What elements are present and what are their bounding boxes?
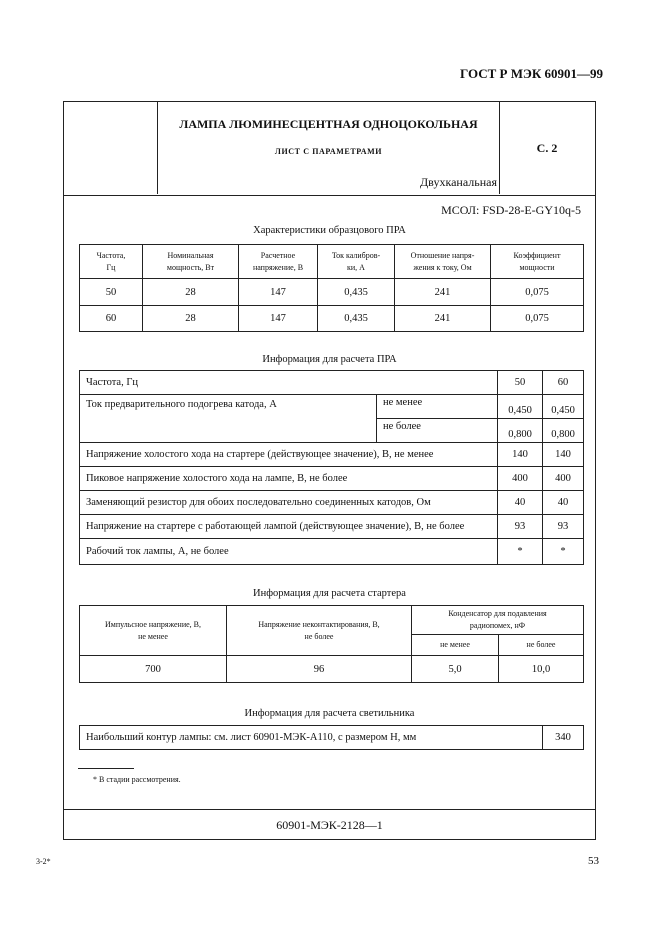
luminaire-table — [79, 725, 584, 750]
header-cell: Ток калибров- ки, А — [318, 245, 395, 279]
table-cell: 60 — [80, 306, 143, 332]
table-cell: 28 — [143, 306, 239, 332]
footer-line — [63, 809, 596, 810]
page-reference: С. 2 — [536, 141, 558, 155]
sheet-variant: Двухканальная — [420, 175, 497, 189]
table-row — [80, 395, 584, 419]
mcol-code: МСОЛ: FSD-28-E-GY10q-5 — [441, 203, 581, 217]
table-cell: 96 — [227, 656, 412, 683]
ballast-section-title: Характеристики образцового ПРА — [253, 225, 406, 236]
luminaire-section-title: Информация для расчета светильника — [244, 708, 415, 719]
table-cell: 140 — [543, 443, 584, 467]
row-label: Наибольший контур лампы: см. лист 60901-МЭК-А110, с размером H, мм — [80, 726, 543, 750]
header-cell: не менее — [412, 635, 499, 656]
header-cell: не более — [499, 635, 584, 656]
table-cell: 0,075 — [491, 279, 584, 306]
table-cell: 93 — [498, 515, 543, 539]
row-label: Напряжение на стартере с работающей лампой (действующее значение), В, не более — [80, 515, 498, 539]
table-cell: 140 — [498, 443, 543, 467]
table-cell: 700 — [80, 656, 227, 683]
table-cell: 340 — [543, 726, 584, 750]
header-cell: Коэффициент мощности — [491, 245, 584, 279]
header-cell: Отношение напря- жения к току, Ом — [395, 245, 491, 279]
sheet-title: ЛАМПА ЛЮМИНЕСЦЕНТНАЯ ОДНОЦОКОЛЬНАЯ — [179, 117, 478, 131]
header-cell: Частота, Гц — [80, 245, 143, 279]
document-code: ГОСТ Р МЭК 60901—99 — [460, 66, 603, 81]
table-cell: 5,0 — [412, 656, 499, 683]
table-cell: 0,450 — [498, 395, 543, 419]
starter-table — [79, 605, 584, 683]
table-row — [80, 467, 584, 491]
page-mark: 3-2* — [36, 857, 51, 866]
table-cell: 40 — [498, 491, 543, 515]
table-cell: 10,0 — [499, 656, 584, 683]
row-sublabel: не менее — [377, 395, 498, 419]
table-cell: 0,075 — [491, 306, 584, 332]
header-bottom-line — [63, 195, 596, 196]
table-row — [80, 656, 584, 683]
table-cell: 400 — [543, 467, 584, 491]
table-row — [80, 443, 584, 467]
table-cell: 60 — [543, 371, 584, 395]
header-cell: Конденсатор для подавления радиопомех, нФ — [412, 606, 584, 635]
row-label: Ток предварительного подогрева катода, А — [80, 395, 377, 443]
table-cell: 0,800 — [543, 419, 584, 443]
page-number: 53 — [588, 855, 599, 867]
table-cell: 147 — [239, 306, 318, 332]
footer-sheet-code: 60901-МЭК-2128—1 — [276, 818, 383, 832]
table-row — [80, 371, 584, 395]
sheet-subtitle: ЛИСТ С ПАРАМЕТРАМИ — [274, 147, 383, 156]
table-header-row — [80, 245, 584, 279]
table-row — [80, 491, 584, 515]
table-row — [80, 726, 584, 750]
table-header-row — [80, 606, 584, 635]
table-cell: 241 — [395, 279, 491, 306]
table-cell: * — [498, 539, 543, 565]
row-label: Рабочий ток лампы, А, не более — [80, 539, 498, 565]
row-label: Напряжение холостого хода на стартере (действующее значение), В, не менее — [80, 443, 498, 467]
table-cell: 50 — [80, 279, 143, 306]
footnote-rule — [78, 768, 134, 769]
header-cell: Номинальная мощность, Вт — [143, 245, 239, 279]
table-cell: 147 — [239, 279, 318, 306]
row-sublabel: не более — [377, 419, 498, 443]
table-cell: 0,450 — [543, 395, 584, 419]
table-cell: 241 — [395, 306, 491, 332]
table-cell: 0,800 — [498, 419, 543, 443]
starter-section-title: Информация для расчета стартера — [253, 588, 406, 599]
header-cell: Расчетное напряжение, В — [239, 245, 318, 279]
ballast-table — [79, 244, 584, 332]
calc-table — [79, 370, 584, 565]
row-label: Частота, Гц — [80, 371, 498, 395]
header-cell: Напряжение неконтактирования, В, не более — [227, 606, 412, 656]
table-cell: 40 — [543, 491, 584, 515]
table-cell: 400 — [498, 467, 543, 491]
row-label: Пиковое напряжение холостого хода на лампе, В, не более — [80, 467, 498, 491]
table-row — [80, 539, 584, 565]
calc-section-title: Информация для расчета ПРА — [262, 354, 397, 365]
footnote: * В стадии рассмотрения. — [93, 775, 181, 784]
table-row — [80, 279, 584, 306]
table-cell: 28 — [143, 279, 239, 306]
table-row — [80, 515, 584, 539]
header-cell: Импульсное напряжение, В, не менее — [80, 606, 227, 656]
table-cell: 50 — [498, 371, 543, 395]
row-label: Заменяющий резистор для обоих последовательно соединенных катодов, Ом — [80, 491, 498, 515]
table-row — [80, 306, 584, 332]
table-cell: 93 — [543, 515, 584, 539]
table-cell: 0,435 — [318, 279, 395, 306]
table-cell: 0,435 — [318, 306, 395, 332]
table-cell: * — [543, 539, 584, 565]
